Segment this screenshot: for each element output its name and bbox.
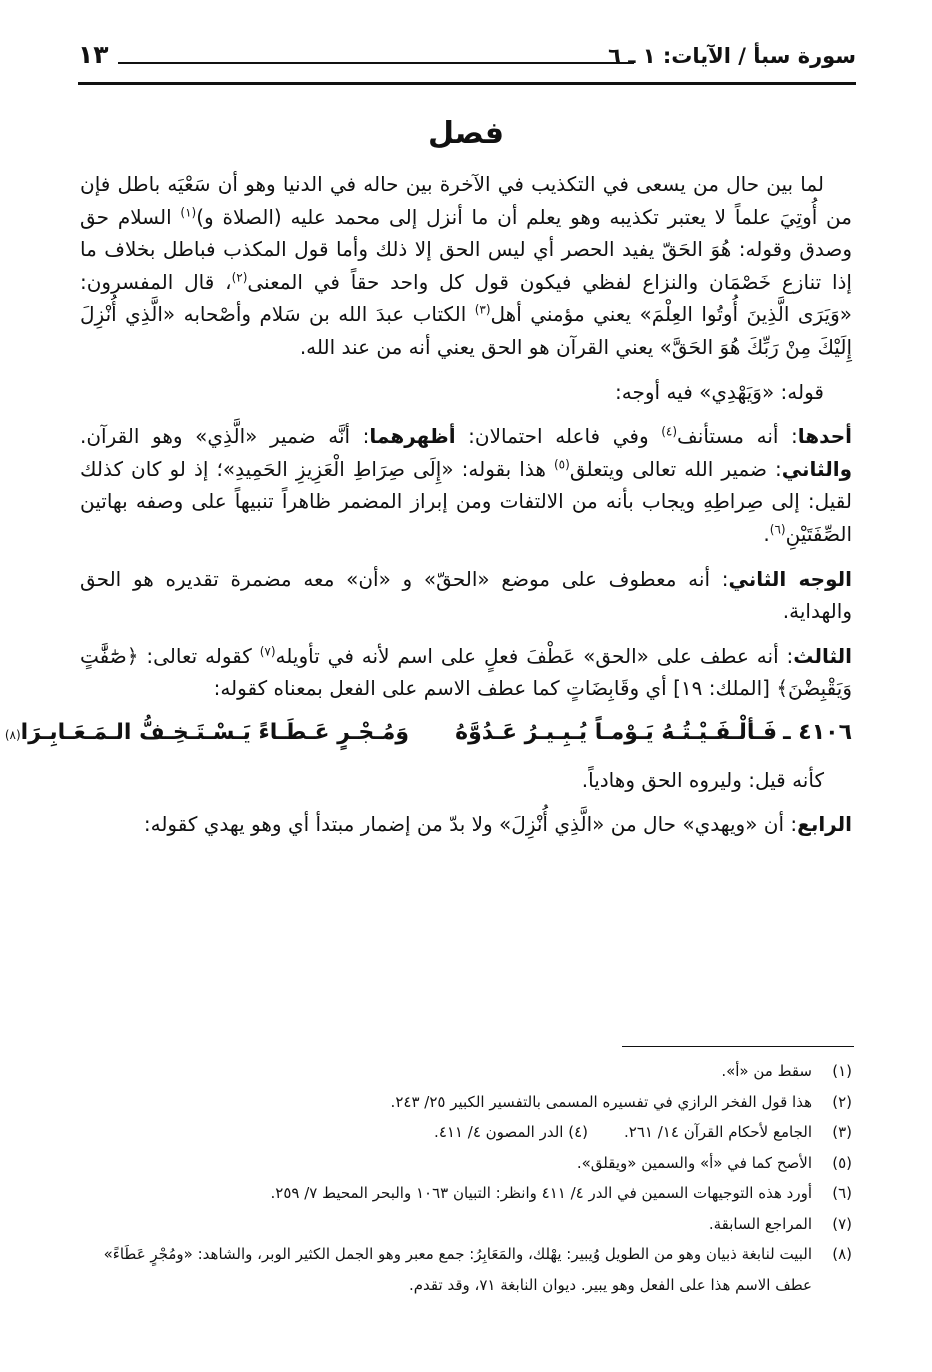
footnote-number: (٦)	[832, 1184, 852, 1202]
paragraph-text: : أنه عطف على «الحق» عَطْفَ فعلٍ على اسم لأنه في تأويله	[275, 643, 794, 668]
footnote-text: سقط من «أ».	[721, 1062, 812, 1080]
footnote	[74, 1178, 852, 1209]
footnote-number: (٤)	[568, 1123, 589, 1141]
paragraph-text: : أنه مستأنف	[677, 424, 798, 449]
paragraph-text: السلام حق وصدق وقوله: هُوَ الحَقّ يفيد الحصر أي ليس الحق إلا ذلك وأما قول المكذب فباطل بخلاف ما إذا تنازع خَصْمَان والنزاع لفظي فيكون قول كل واحد حقاً في المعنى	[80, 204, 852, 294]
paragraph-text: لما بين حال من يسعى في التكذيب في الآخرة بين حاله في الدنيا وهو أن سَعْيَه باطل فإن من أُوتِيَ علماً لا يعتبر تكذيبه وهو يعلم أن ما أنزل إلى محمد عليه (الصلاة و)	[80, 172, 852, 229]
footnote-text: المراجع السابقة.	[708, 1214, 812, 1233]
paragraph-text: كقوله تعالى: ﴿صَٰٓفَّٰتٍ وَيَقْبِضْنَ﴾ [الملك: ١٩] أي وقَابِضَاتٍ كما عطف الاسم على الفعل بمعناه كقوله:	[80, 643, 852, 701]
footnote-ref: (١)	[180, 204, 197, 219]
footnote-ref: (٢)	[231, 270, 248, 285]
paragraph	[80, 640, 852, 705]
paragraph-text: .	[763, 521, 770, 546]
header-rule	[78, 82, 856, 85]
paragraph	[80, 563, 852, 628]
bold-term: والثاني	[781, 456, 852, 481]
footnote-ref: (٧)	[259, 644, 276, 659]
bold-term: الرابع	[797, 812, 852, 837]
verse-number: ٤١٠٦ ـ	[783, 719, 852, 745]
paragraph-text: كأنه قيل: وليروه الحق وهادياً.	[581, 767, 824, 792]
footnote-number: (٥)	[832, 1153, 852, 1172]
paragraph	[80, 764, 852, 797]
footnote-number: (٣)	[832, 1123, 852, 1141]
bold-term: أحدها	[797, 424, 852, 449]
paragraph-text: : أنه معطوف على موضع «الحقّ» و «أن» معه مضمرة تقديره هو الحق والهداية.	[80, 566, 852, 624]
paragraph-text: : أنَّه ضمير «الَّذِي» وهو القرآن.	[80, 424, 370, 449]
paragraph-text: هذا بقوله: «إِلَى صِرَاطِ الْعَزِيزِ الحَمِيدِ»؛ إذ لو كان كذلك لقيل: إلى صِراطِهِ ويجاب بأنه من الالتفات ومن إبراز المضمر ظاهراً تنبيهاً على وصفه بهاتين الصِّفَتَيْنِ	[80, 456, 852, 546]
paragraph	[80, 168, 852, 364]
bold-term: الوجه الثاني	[728, 566, 852, 591]
footnote-text: البيت لنابغة ذبيان وهو من الطويل وُيبير: يهْلك، والمَعَابِرُ: جمع معبر وهو الجمل الكثير الوبر، والشاهد: «ومُجْرٍ عَطَاءً» عطف الاسم هذا على الفعل وهو يبير. ديوان النابغة ٧١، وقد تقدم.	[103, 1245, 812, 1294]
footnote	[74, 1148, 852, 1179]
paragraph-text: ، قال المفسرون: «وَيَرَى الَّذِينَ أُوتُوا العِلْمَ» يعني مؤمني أهل	[80, 269, 852, 327]
paragraph	[80, 376, 852, 409]
footnote-number: (٢)	[832, 1092, 852, 1111]
verse-hemistich-second: وَمُـجْـرٍ عَـطَـاءً يَـسْـتَـخِـفُّ الـمَـعَـابِـرَا	[20, 719, 410, 745]
footnote-number: (٧)	[832, 1214, 852, 1233]
running-header	[78, 38, 856, 84]
section-heading: فصل	[428, 116, 504, 151]
footnote-text: أورد هذه التوجيهات السمين في الدر ٤/ ٤١١ وانظر: التبيان ١٠٦٣ والبحر المحيط ٧/ ٢٥٩.	[270, 1184, 812, 1202]
paragraph-text: الكتاب عبدَ الله بن سَلام وأصْحابه «الَّذِي أُنْزِلَ إِلَيْكَ مِنْ رَبِّكَ هُوَ الحَقَّ» يعني القرآن هو الحق يعني أنه من عند الله.	[80, 302, 852, 359]
footnote-text: هذا قول الفخر الرازي في تفسيره المسمى بالتفسير الكبير ٢٥/ ٢٤٣.	[390, 1092, 812, 1111]
paragraph-text: : ضمير الله تعالى ويتعلق	[569, 456, 782, 481]
footnotes	[74, 1056, 852, 1300]
footnote-ref: (٦)	[769, 522, 786, 537]
paragraph-text: وفي فاعله احتمالان:	[455, 424, 662, 449]
footnote-text: الدر المصون ٤/ ٤١١.	[434, 1123, 564, 1141]
main-text	[4, 168, 852, 853]
paragraph-text: قوله: «وَيَهْدِي» فيه أوجه:	[615, 379, 824, 404]
bold-term: الثالث	[793, 643, 852, 668]
footnote-number: (١)	[832, 1062, 852, 1080]
footnote	[74, 1117, 852, 1148]
footnote-ref: (٣)	[474, 302, 491, 317]
footnote-text: الجامع لأحكام القرآن ١٤/ ٢٦١.	[624, 1123, 812, 1141]
running-title: سورة سبأ / الآيات: ١ ـ ٦	[608, 44, 856, 68]
footnote-ref: (٤)	[661, 424, 678, 439]
bold-term: أظهرهما	[369, 424, 456, 449]
footnote-text: الأصح كما في «أ» والسمين «ويقلق».	[576, 1153, 812, 1172]
footnote-number: (٨)	[832, 1245, 852, 1263]
footnote	[74, 1056, 852, 1087]
page-number: ١٣	[78, 40, 109, 69]
paragraph	[80, 808, 852, 841]
footnote-text-pair	[74, 1117, 812, 1148]
paragraph	[80, 420, 852, 550]
poetry-verse: ٤١٠٦ ـ فَـألْـفَـيْـتُـهُ يَـوْمـاً يُـبِـيـرُ عَـدُوَّهُ وَمُـجْـرٍ عَـطَـاءً يَـسْـتَـخِـفُّ الـمَـعَـابِـرَا (٨)	[80, 717, 852, 750]
footnote-ref: (٥)	[553, 457, 570, 472]
footnote-separator	[622, 1046, 854, 1047]
header-leader-line	[118, 62, 634, 64]
verse-hemistich-first: فَـألْـفَـيْـتُـهُ يَـوْمـاً يُـبِـيـرُ عَـدُوَّهُ	[455, 719, 778, 745]
footnote	[74, 1239, 852, 1300]
paragraph-text: : أن «ويهدي» حال من «الَّذِي أُنْزِلَ» ولا بدّ من إضمار مبتدأ أي وهو يهدي كقوله:	[143, 812, 798, 837]
footnote	[74, 1209, 852, 1240]
footnote	[74, 1087, 852, 1118]
